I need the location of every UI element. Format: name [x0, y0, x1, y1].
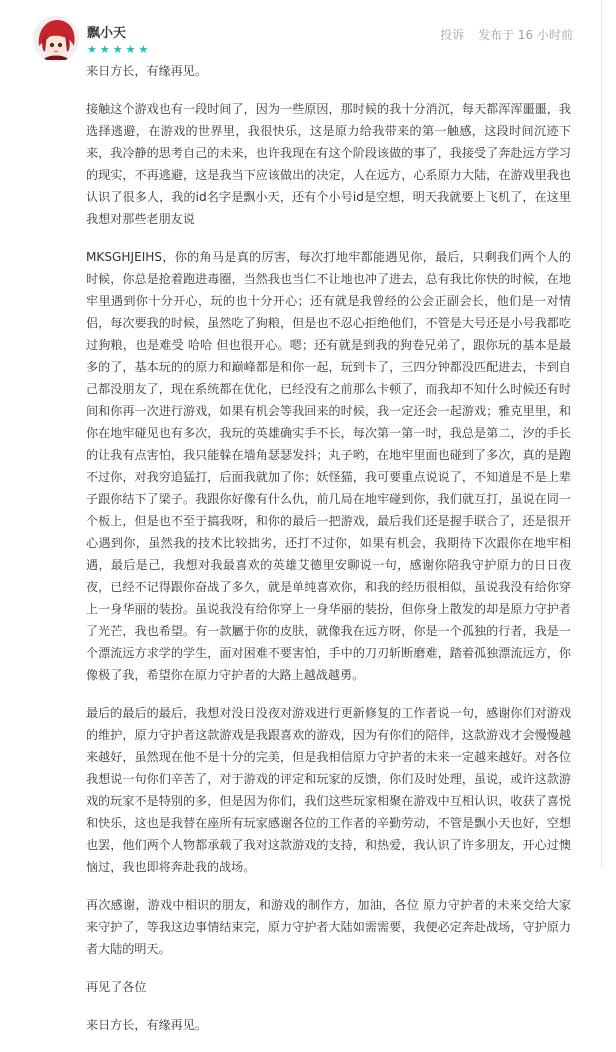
star-icon: ★	[87, 43, 97, 56]
review-paragraph: 最后的最后的最后，我想对没日没夜对游戏进行更新修复的工作者说一句，感谢你们对游戏的维护，原力守护者这款游戏是我跟喜欢的游戏，因为有你们的陪伴，这款游戏才会慢慢越来越好，虽然现在他不是十分的完美，但是我相信原力守护者的未来一定越来越好。对各位我想说一句你们辛苦了，对于游戏的评定和玩家的反馈，你们及时处理，虽说，或许这款游戏的玩家不是特别的多，但是因为你们，我们这些玩家相聚在游戏中互相认识，收获了喜悦和快乐，这也是我替在座所有玩家感谢各位的工作者的辛勤劳动，不管是飘小天也好，空想也罢，他们两个人物都承载了我对这款游戏的支持，和热爱，我认识了许多朋友，开心过懊恼过，我也即将奔赴我的战场。	[86, 706, 571, 874]
avatar-image	[33, 16, 79, 62]
review-meta	[440, 26, 573, 43]
review-paragraph: 再次感谢，游戏中相识的朋友，和游戏的制作方，加油，各位 原力守护者的未来交给大家来守护了，等我这边事情结束完，原力守护者大陆如需需要，我便必定奔赴战场，守护原力者大陆的明天。	[86, 898, 571, 956]
username[interactable]: 飘小天	[87, 26, 127, 41]
star-icon: ★	[138, 43, 149, 56]
report-link[interactable]: 投诉	[440, 28, 465, 42]
review-paragraph: 来日方长，有缘再见。	[86, 64, 207, 78]
review-paragraph: MKSGHJEIHS，你的角马是真的厉害，每次打地牢都能遇见你，最后，只剩我们两个人的时候，你总是抢着跑进毒圈，当然我也当仁不让地也冲了进去，总有我比你快的时候，在地牢里遇到你十分开心，玩的也十分开心；还有就是我曾经的公会正副会长，他们是一对情侣，每次要我的时候，虽然吃了狗粮，但是也不忍心拒绝他们，不管是大号还是小号我都吃过狗粮，也是难受 哈哈 但也很开心。嗯；还有就是到我的狗卷兄弟了，跟你玩的基本是最多的了，基本玩的的原力和巅峰都是和你一起，玩到卡了，三四分钟都没匹配进去，卡到自己都没朋友了，现在系统都在优化，已经没有之前那么卡顿了，而我却不知什么时候还有时间和你再一次进行游戏，如果有机会等我回来的时候，我一定还会一起游戏；雅克里里，和你在地牢碰见也有多次，我玩的英雄确实手不长，每次第一第一时，我总是第二，汐的手长的让我有点害怕，我只能躲在墙角瑟瑟发抖；丸子哟，在地牢里面也碰到了多次，真的是跑不过你，对我穷追猛打，后面我就加了你；妖怪猫，我可要重点说说了，不知道是不是上辈子跟你结下了梁子。我跟你好像有什么仇，前几局在地牢碰到你，我们就互打，虽说在同一个板上，但是也不至于搞我呀，和你的最后一把游戏，最后我们还是握手联合了，还是很开心遇到你，虽然我的技术比较拙劣，还打不过你，如果有机会，我期待下次跟你在地牢相遇，最后是己，我想对我最喜欢的英雄艾德里安聊说一句，感谢你陪我守护原力的日日夜夜，已经不记得跟你奋战了多久，就是单纯喜欢你，和我的经历很相似，虽说我没有给你穿上一身华丽的装扮。虽说我没有给你穿上一身华丽的装扮，但你身上散发的却是原力守护者了光芒，我也希望。有一款屬于你的皮肤，就像我在远方呀，你是一个孤独的行者，我是一个漂流远方求学的学生，面对困难不要害怕，手中的刀刃斩断磨难，踏着孤独漂流远方，你像极了我，希望你在原力守护者的大路上越战越勇。	[86, 250, 571, 682]
star-icon: ★	[112, 43, 123, 56]
review-paragraph: 再见了各位	[86, 980, 147, 994]
star-icon: ★	[125, 43, 136, 56]
review-body	[86, 60, 571, 1052]
review-header	[33, 16, 573, 66]
review-paragraph: 接触这个游戏也有一段时间了，因为一些原因，那时候的我十分消沉，每天都浑浑噩噩，我选择逃避，在游戏的世界里，我很快乐，这是原力给我带来的第一触感，这段时间沉迹下来，我冷静的思考自己的未来，也许我现在有这个阶段该做的事了，我接受了奔赴远方学习的现实，不再逃避，这是我当下应该做出的决定，人在远方，心系原力大陆，在游戏里我也认识了很多人，我的id名字是飘小天，还有个小号id是空想，明天我就要上飞机了，在这里我想对那些老朋友说	[86, 102, 571, 226]
rating-stars	[87, 44, 148, 55]
review-paragraph: 来日方长，有缘再见。	[86, 1018, 207, 1032]
star-icon: ★	[99, 43, 110, 56]
avatar[interactable]	[33, 16, 79, 62]
post-timestamp: 发布于 16 小时前	[478, 28, 573, 42]
